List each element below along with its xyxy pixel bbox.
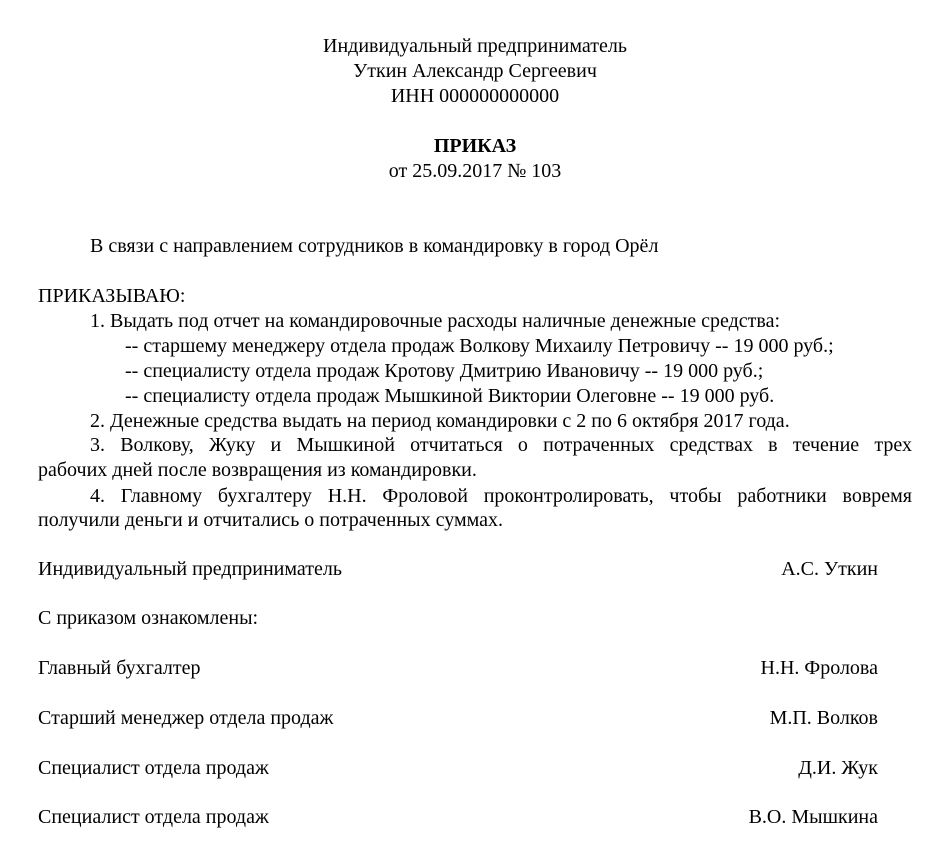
- item-2: 2. Денежные средства выдать на период командировки с 2 по 6 октября 2017 года.: [90, 410, 790, 432]
- item-4-line-1: 4. Главному бухгалтеру Н.Н. Фроловой проконтролировать, чтобы работники вовремя: [90, 485, 912, 507]
- acquaintance-name: М.П. Волков: [769, 707, 878, 729]
- acquaintance-position: Старший менеджер отдела продаж: [38, 707, 334, 729]
- acquaintance-name: В.О. Мышкина: [748, 806, 878, 828]
- acquainted-label: С приказом ознакомлены:: [38, 607, 259, 629]
- acquaintance-name: Д.И. Жук: [798, 757, 878, 779]
- acquaintance-position: Специалист отдела продаж: [38, 757, 269, 779]
- order-date-number: от 25.09.2017 № 103: [388, 160, 562, 182]
- header-line-1: Индивидуальный предприниматель: [323, 35, 627, 57]
- item-3-line-1: 3. Волкову, Жуку и Мышкиной отчитаться о потраченных средствах в течение трех: [90, 434, 912, 456]
- acquaintance-name: Н.Н. Фролова: [760, 657, 878, 679]
- acquaintance-position: Специалист отдела продаж: [38, 806, 269, 828]
- item-1-sub-3: -- специалисту отдела продаж Мышкиной Виктории Олеговне -- 19 000 руб.: [125, 385, 775, 407]
- item-1-sub-1: -- старшему менеджеру отдела продаж Волкову Михаилу Петровичу -- 19 000 руб.;: [125, 335, 834, 357]
- item-4-line-2: получили деньги и отчитались о потраченных суммах.: [38, 509, 503, 531]
- acquaintance-position: Главный бухгалтер: [38, 657, 201, 679]
- directive: ПРИКАЗЫВАЮ:: [38, 285, 186, 307]
- item-3-line-2: рабочих дней после возвращения из командировки.: [38, 459, 477, 481]
- item-1: 1. Выдать под отчет на командировочные расходы наличные денежные средства:: [90, 310, 781, 332]
- preamble: В связи с направлением сотрудников в командировку в город Орёл: [90, 235, 659, 257]
- header-line-3: ИНН 000000000000: [390, 85, 560, 107]
- signature-name: А.С. Уткин: [781, 558, 878, 580]
- header-line-2: Уткин Александр Сергеевич: [353, 60, 597, 82]
- item-1-sub-2: -- специалисту отдела продаж Кротову Дмитрию Ивановичу -- 19 000 руб.;: [125, 360, 764, 382]
- signature-position: Индивидуальный предприниматель: [38, 558, 342, 580]
- order-title: ПРИКАЗ: [433, 135, 517, 157]
